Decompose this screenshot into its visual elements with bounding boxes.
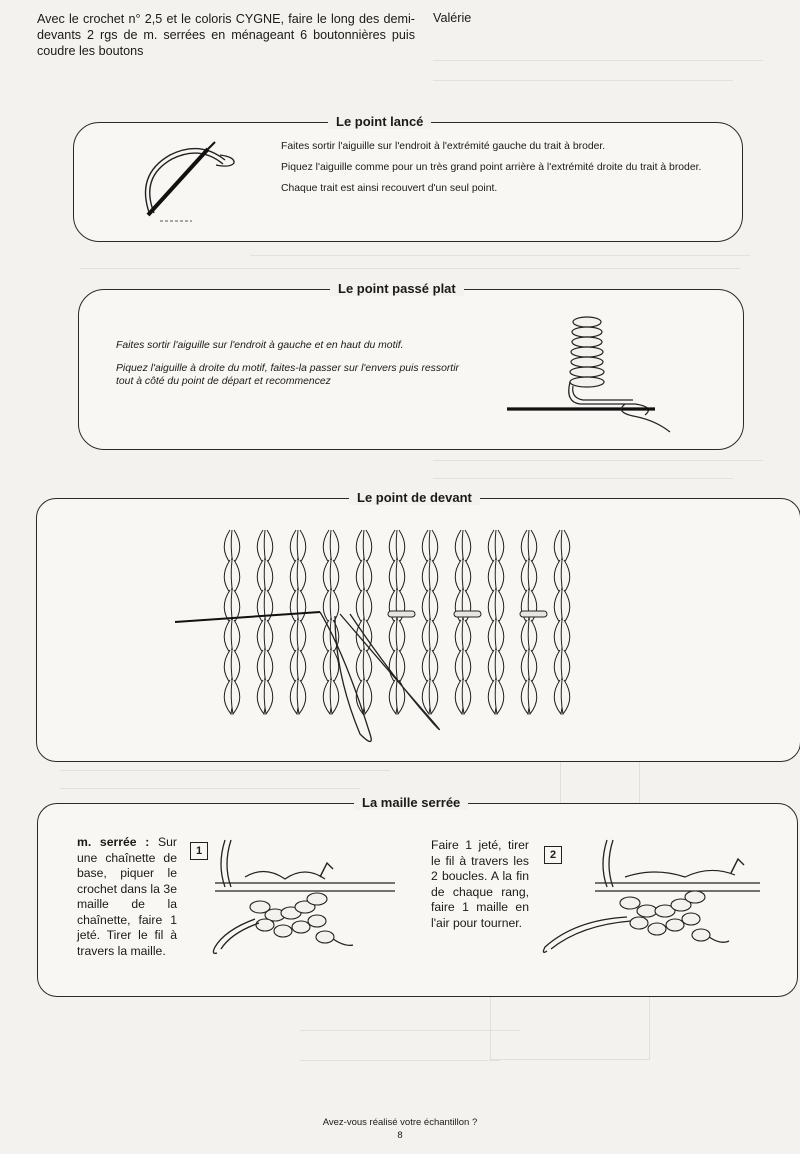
knit-stitch bbox=[495, 590, 504, 624]
knit-stitch bbox=[231, 680, 240, 714]
knit-stitch bbox=[396, 650, 405, 684]
section-title: Le point passé plat bbox=[330, 281, 464, 296]
point-passe-plat-text bbox=[116, 339, 461, 396]
point-de-devant-illustration bbox=[170, 520, 610, 745]
knit-stitch bbox=[528, 590, 537, 624]
knit-stitch bbox=[264, 650, 273, 684]
point-passe-plat-illustration bbox=[505, 312, 685, 437]
knit-stitch bbox=[561, 560, 570, 594]
knit-stitch bbox=[264, 560, 273, 594]
knit-stitch bbox=[297, 680, 306, 714]
step-label: m. serrée : bbox=[77, 835, 150, 849]
step-number-box: 2 bbox=[544, 846, 562, 864]
knit-stitch bbox=[231, 530, 240, 564]
section-title: Le point lancé bbox=[328, 114, 431, 129]
point-lance-illustration bbox=[130, 135, 250, 225]
knit-stitch bbox=[528, 560, 537, 594]
knit-stitch bbox=[462, 620, 471, 654]
knit-stitch bbox=[330, 560, 339, 594]
knit-stitch bbox=[561, 650, 570, 684]
knit-stitch bbox=[297, 590, 306, 624]
knit-stitch bbox=[528, 530, 537, 564]
knit-stitch bbox=[231, 650, 240, 684]
knit-stitch bbox=[429, 650, 438, 684]
footer-question: Avez-vous réalisé votre échantillon ? bbox=[322, 1117, 478, 1128]
knit-stitch bbox=[396, 620, 405, 654]
knit-stitch bbox=[297, 620, 306, 654]
knit-stitch bbox=[495, 620, 504, 654]
running-stitch bbox=[454, 611, 481, 617]
step-number-box: 1 bbox=[190, 842, 208, 860]
knit-stitch bbox=[297, 650, 306, 684]
maille-serree-step2-illustration bbox=[535, 835, 765, 965]
section-title: La maille serrée bbox=[354, 795, 468, 810]
paragraph: Faites sortir l'aiguille sur l'endroit à gauche et en haut du motif. bbox=[116, 340, 404, 351]
maille-serree-step1-text bbox=[77, 835, 177, 959]
knit-stitch bbox=[264, 680, 273, 714]
page-number: 8 bbox=[397, 1130, 403, 1141]
running-stitch bbox=[520, 611, 547, 617]
knit-stitch bbox=[363, 680, 372, 714]
knit-stitch bbox=[363, 650, 372, 684]
maille-serree-step2-text: Faire 1 jeté, tirer le fil à travers les 2 boucles. A la fin de chaque rang, faire 1 maille en l'air pour tourner. bbox=[431, 838, 529, 930]
intro-text: Avec le crochet n° 2,5 et le coloris CYGNE, faire le long des demi-devants 2 rgs de m. serrées en ménageant 6 boutonnières puis coudre les boutons bbox=[37, 12, 415, 58]
knit-stitch bbox=[528, 680, 537, 714]
knit-stitch bbox=[528, 650, 537, 684]
knit-stitch bbox=[495, 560, 504, 594]
knit-stitch bbox=[495, 650, 504, 684]
knit-stitch bbox=[264, 530, 273, 564]
maille-serree-step1-illustration bbox=[205, 835, 405, 965]
knit-stitch bbox=[297, 560, 306, 594]
knit-stitch bbox=[297, 530, 306, 564]
step-text: Sur une chaînette de base, piquer le crochet dans la 3e maille de la chaînette, faire 1 jeté. Tirer le fil à travers la maille. bbox=[77, 835, 177, 958]
knit-stitch bbox=[561, 680, 570, 714]
knit-stitch bbox=[561, 530, 570, 564]
knit-stitch bbox=[264, 590, 273, 624]
knit-stitch bbox=[495, 680, 504, 714]
knit-stitch bbox=[396, 560, 405, 594]
paragraph: Piquez l'aiguille comme pour un très grand point arrière à l'extrémité droite du trait à broder. bbox=[281, 162, 702, 173]
knit-stitch bbox=[363, 530, 372, 564]
knit-stitch bbox=[429, 590, 438, 624]
knit-stitch bbox=[528, 620, 537, 654]
author-name: Valérie bbox=[433, 11, 472, 25]
paragraph: Piquez l'aiguille à droite du motif, faites-la passer sur l'envers puis ressortir tout à côté du point de départ et recommencez bbox=[116, 363, 459, 387]
knit-stitch bbox=[429, 560, 438, 594]
point-lance-text bbox=[281, 140, 721, 203]
knit-stitch bbox=[396, 590, 405, 624]
paragraph: Faites sortir l'aiguille sur l'endroit à l'extrémité gauche du trait à broder. bbox=[281, 141, 606, 152]
knit-stitch bbox=[231, 560, 240, 594]
knit-stitch bbox=[462, 680, 471, 714]
knit-stitch bbox=[264, 620, 273, 654]
knit-stitch bbox=[462, 650, 471, 684]
section-title: Le point de devant bbox=[349, 490, 480, 505]
knit-stitch bbox=[429, 680, 438, 714]
knit-stitch bbox=[429, 530, 438, 564]
knit-stitch bbox=[363, 560, 372, 594]
paragraph: Chaque trait est ainsi recouvert d'un seul point. bbox=[281, 183, 498, 194]
knit-stitch bbox=[231, 620, 240, 654]
knit-stitch bbox=[561, 620, 570, 654]
knit-stitch bbox=[462, 560, 471, 594]
knit-stitch bbox=[462, 590, 471, 624]
knit-stitch bbox=[363, 590, 372, 624]
knit-stitch bbox=[561, 590, 570, 624]
knit-stitch bbox=[330, 530, 339, 564]
knit-stitch bbox=[396, 530, 405, 564]
knit-stitch bbox=[495, 530, 504, 564]
running-stitch bbox=[388, 611, 415, 617]
knit-stitch bbox=[462, 530, 471, 564]
knit-stitch bbox=[429, 620, 438, 654]
knit-stitch bbox=[330, 680, 339, 714]
